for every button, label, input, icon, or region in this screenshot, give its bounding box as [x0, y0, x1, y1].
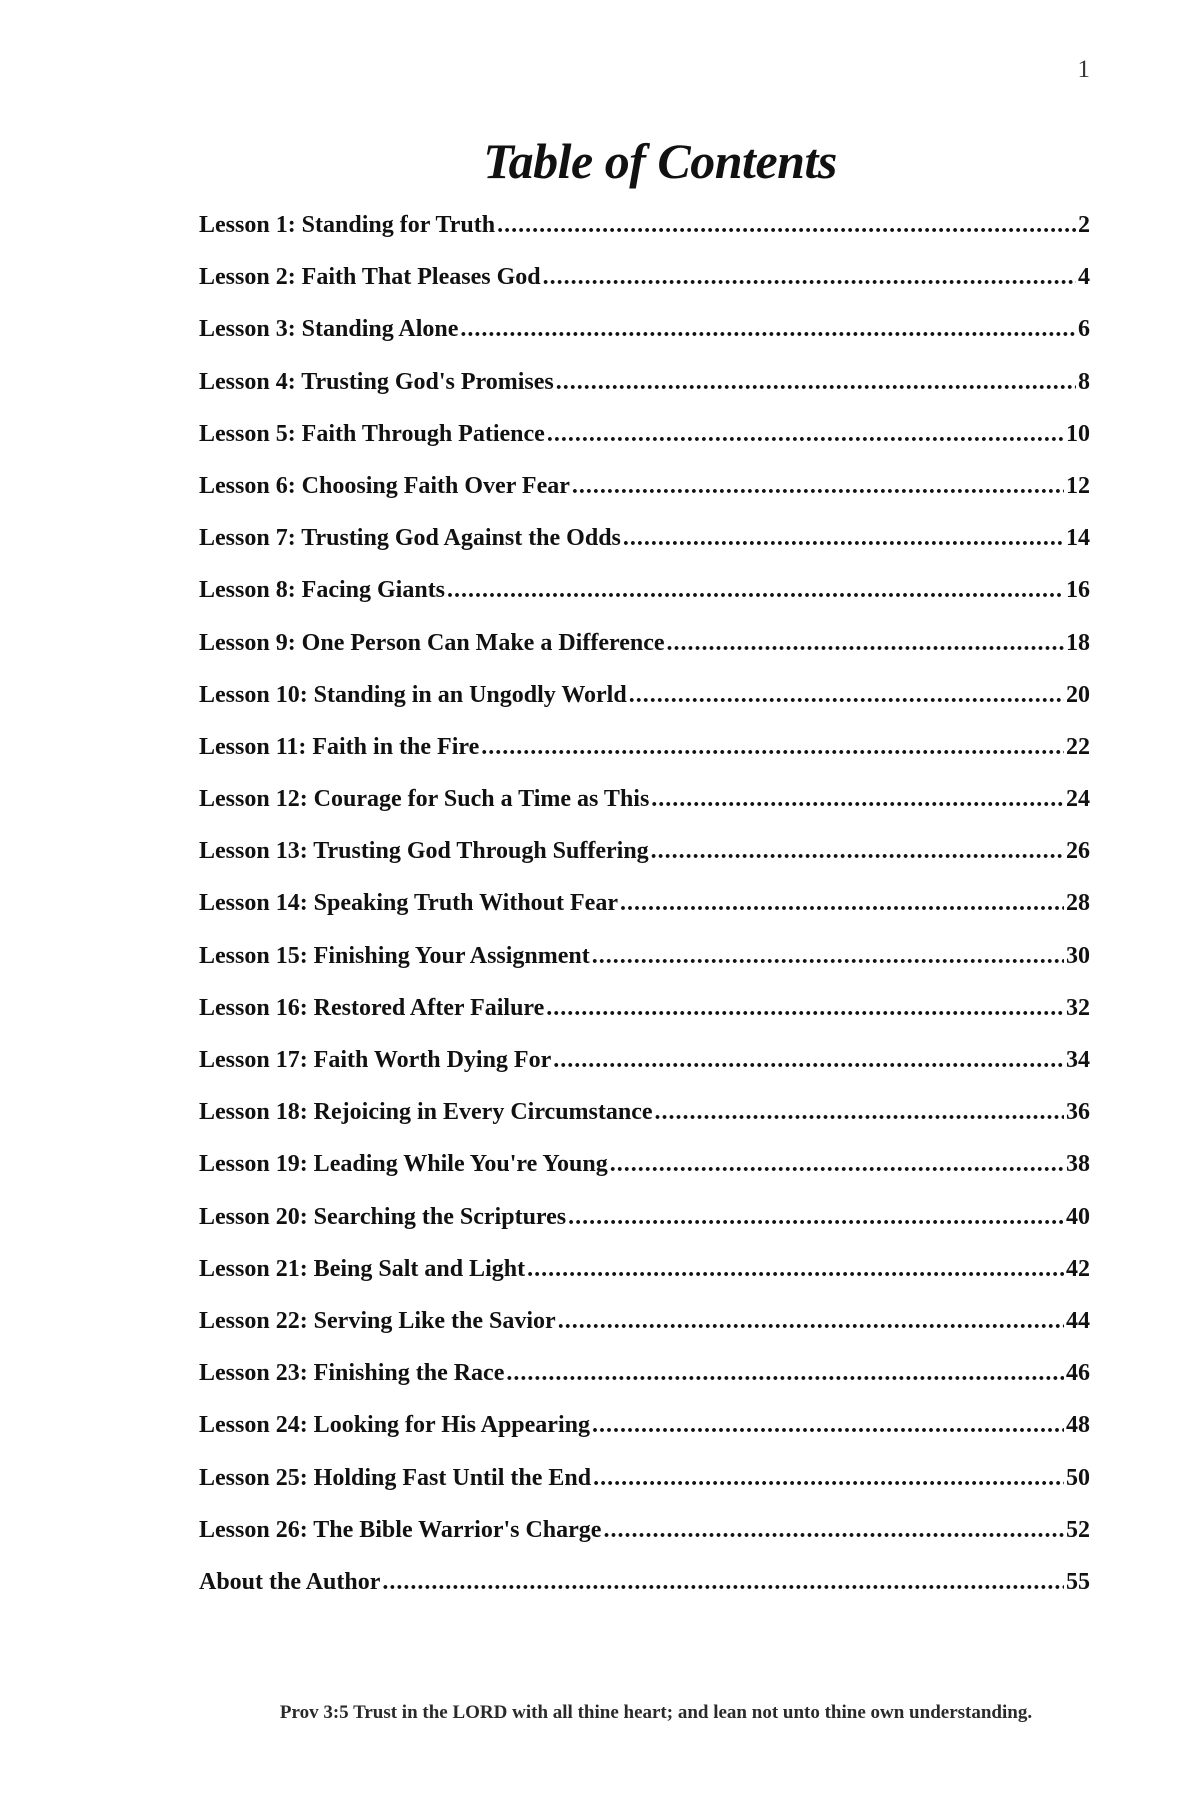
toc-entry-label: Lesson 13: Trusting God Through Suffering	[199, 838, 649, 865]
toc-entry-label: Lesson 24: Looking for His Appearing	[199, 1412, 590, 1439]
toc-entry[interactable]	[199, 1360, 1090, 1412]
dot-leader	[655, 1099, 1064, 1126]
toc-entry-label: Lesson 2: Faith That Pleases God	[199, 264, 541, 291]
toc-entry[interactable]	[199, 734, 1090, 786]
toc-entry[interactable]	[199, 995, 1090, 1047]
toc-entry-label: Lesson 4: Trusting God's Promises	[199, 368, 554, 395]
dot-leader	[553, 1047, 1064, 1074]
toc-entry[interactable]	[199, 1204, 1090, 1256]
toc-entry[interactable]	[199, 1517, 1090, 1569]
toc-entry[interactable]	[199, 838, 1090, 890]
toc-entry-label: Lesson 19: Leading While You're Young	[199, 1151, 608, 1178]
dot-leader	[572, 473, 1064, 500]
toc-entry-label: Lesson 25: Holding Fast Until the End	[199, 1464, 592, 1491]
dot-leader	[592, 943, 1064, 970]
dot-leader	[629, 682, 1064, 709]
dot-leader	[447, 577, 1064, 604]
toc-entry[interactable]	[199, 1465, 1090, 1517]
toc-entry-label: Lesson 26: The Bible Warrior's Charge	[199, 1516, 602, 1543]
toc-entry-page: 46	[1066, 1360, 1090, 1387]
toc-entry[interactable]	[199, 473, 1090, 525]
table-of-contents	[199, 212, 1090, 1621]
toc-entry[interactable]	[199, 212, 1090, 264]
toc-entry-page: 2	[1078, 212, 1090, 238]
toc-entry-page: 32	[1066, 994, 1090, 1021]
toc-entry[interactable]	[199, 369, 1090, 421]
toc-entry-label: Lesson 7: Trusting God Against the Odds	[199, 525, 621, 552]
dot-leader	[558, 1308, 1064, 1335]
dot-leader	[610, 1151, 1064, 1178]
toc-entry-page: 22	[1066, 733, 1090, 760]
dot-leader	[543, 264, 1076, 291]
toc-entry-page: 6	[1078, 316, 1090, 343]
dot-leader	[651, 786, 1064, 813]
page-title: Table of Contents	[483, 133, 837, 189]
toc-entry-page: 10	[1066, 420, 1090, 447]
dot-leader	[592, 1412, 1064, 1439]
page-number: 1	[1077, 56, 1090, 83]
toc-entry-page: 28	[1066, 890, 1090, 917]
toc-entry-label: Lesson 22: Serving Like the Savior	[199, 1307, 556, 1334]
toc-entry-page: 4	[1078, 264, 1090, 291]
dot-leader	[651, 838, 1064, 865]
toc-entry-label: Lesson 3: Standing Alone	[199, 316, 459, 343]
toc-entry[interactable]	[199, 786, 1090, 838]
dot-leader	[547, 421, 1064, 448]
dot-leader	[527, 1256, 1064, 1283]
toc-entry-label: Lesson 18: Rejoicing in Every Circumstance	[199, 1099, 653, 1126]
toc-entry-page: 8	[1078, 368, 1090, 395]
toc-entry-page: 16	[1066, 577, 1090, 604]
dot-leader	[667, 630, 1065, 657]
toc-entry-page: 24	[1066, 786, 1090, 813]
toc-entry[interactable]	[199, 630, 1090, 682]
toc-entry-page: 26	[1066, 838, 1090, 865]
dot-leader	[623, 525, 1064, 552]
toc-entry-label: Lesson 11: Faith in the Fire	[199, 733, 480, 760]
toc-entry-label: Lesson 6: Choosing Faith Over Fear	[199, 472, 570, 499]
dot-leader	[506, 1360, 1064, 1387]
dot-leader	[593, 1465, 1064, 1492]
toc-entry-page: 34	[1066, 1047, 1090, 1073]
footer-scripture-quote: Prov 3:5 Trust in the LORD with all thine heart; and lean not unto thine own understanding.	[279, 1702, 1033, 1723]
toc-entry-page: 42	[1066, 1255, 1090, 1282]
toc-entry[interactable]	[199, 577, 1090, 629]
toc-entry-label: Lesson 23: Finishing the Race	[199, 1360, 505, 1387]
toc-entry-page: 55	[1066, 1568, 1090, 1595]
toc-entry[interactable]	[199, 890, 1090, 942]
toc-entry[interactable]	[199, 264, 1090, 316]
toc-entry-label: Lesson 17: Faith Worth Dying For	[199, 1047, 552, 1073]
dot-leader	[568, 1204, 1064, 1231]
toc-entry[interactable]	[199, 682, 1090, 734]
toc-entry-label: Lesson 9: One Person Can Make a Difference	[199, 629, 665, 656]
toc-entry-page: 44	[1066, 1307, 1090, 1334]
toc-entry-label: About the Author	[199, 1568, 381, 1595]
toc-entry-page: 36	[1066, 1099, 1090, 1126]
toc-entry[interactable]	[199, 943, 1090, 995]
toc-entry[interactable]	[199, 421, 1090, 473]
toc-entry-label: Lesson 5: Faith Through Patience	[199, 420, 545, 447]
toc-entry-label: Lesson 12: Courage for Such a Time as This	[199, 786, 650, 813]
toc-entry-page: 12	[1066, 472, 1090, 499]
toc-entry-label: Lesson 14: Speaking Truth Without Fear	[199, 890, 618, 917]
toc-entry-page: 18	[1066, 629, 1090, 656]
toc-entry-page: 48	[1066, 1412, 1090, 1439]
toc-entry[interactable]	[199, 316, 1090, 368]
toc-entry[interactable]	[199, 1099, 1090, 1151]
dot-leader	[481, 734, 1064, 761]
dot-leader	[620, 890, 1064, 917]
dot-leader	[382, 1569, 1064, 1596]
dot-leader	[460, 316, 1076, 343]
toc-entry[interactable]	[199, 1151, 1090, 1203]
toc-entry-label: Lesson 8: Facing Giants	[199, 577, 446, 604]
toc-entry-label: Lesson 15: Finishing Your Assignment	[199, 942, 590, 969]
dot-leader	[497, 212, 1076, 239]
toc-entry-label: Lesson 1: Standing for Truth	[199, 212, 496, 238]
toc-entry-page: 30	[1066, 942, 1090, 969]
toc-entry-page: 38	[1066, 1151, 1090, 1178]
toc-entry-label: Lesson 20: Searching the Scriptures	[199, 1203, 567, 1230]
toc-entry[interactable]	[199, 1308, 1090, 1360]
toc-entry[interactable]	[199, 1256, 1090, 1308]
toc-entry-page: 20	[1066, 681, 1090, 708]
toc-entry[interactable]	[199, 1047, 1090, 1099]
toc-entry-label: Lesson 21: Being Salt and Light	[199, 1255, 526, 1282]
dot-leader	[546, 995, 1064, 1022]
toc-entry[interactable]	[199, 1412, 1090, 1464]
toc-entry-label: Lesson 16: Restored After Failure	[199, 994, 545, 1021]
toc-entry[interactable]	[199, 525, 1090, 577]
toc-entry[interactable]	[199, 1569, 1090, 1621]
dot-leader	[556, 369, 1076, 396]
toc-entry-page: 50	[1066, 1464, 1090, 1491]
toc-entry-page: 14	[1066, 525, 1090, 552]
toc-entry-label: Lesson 10: Standing in an Ungodly World	[199, 681, 627, 708]
toc-entry-page: 52	[1066, 1516, 1090, 1543]
toc-entry-page: 40	[1066, 1203, 1090, 1230]
dot-leader	[603, 1517, 1064, 1544]
